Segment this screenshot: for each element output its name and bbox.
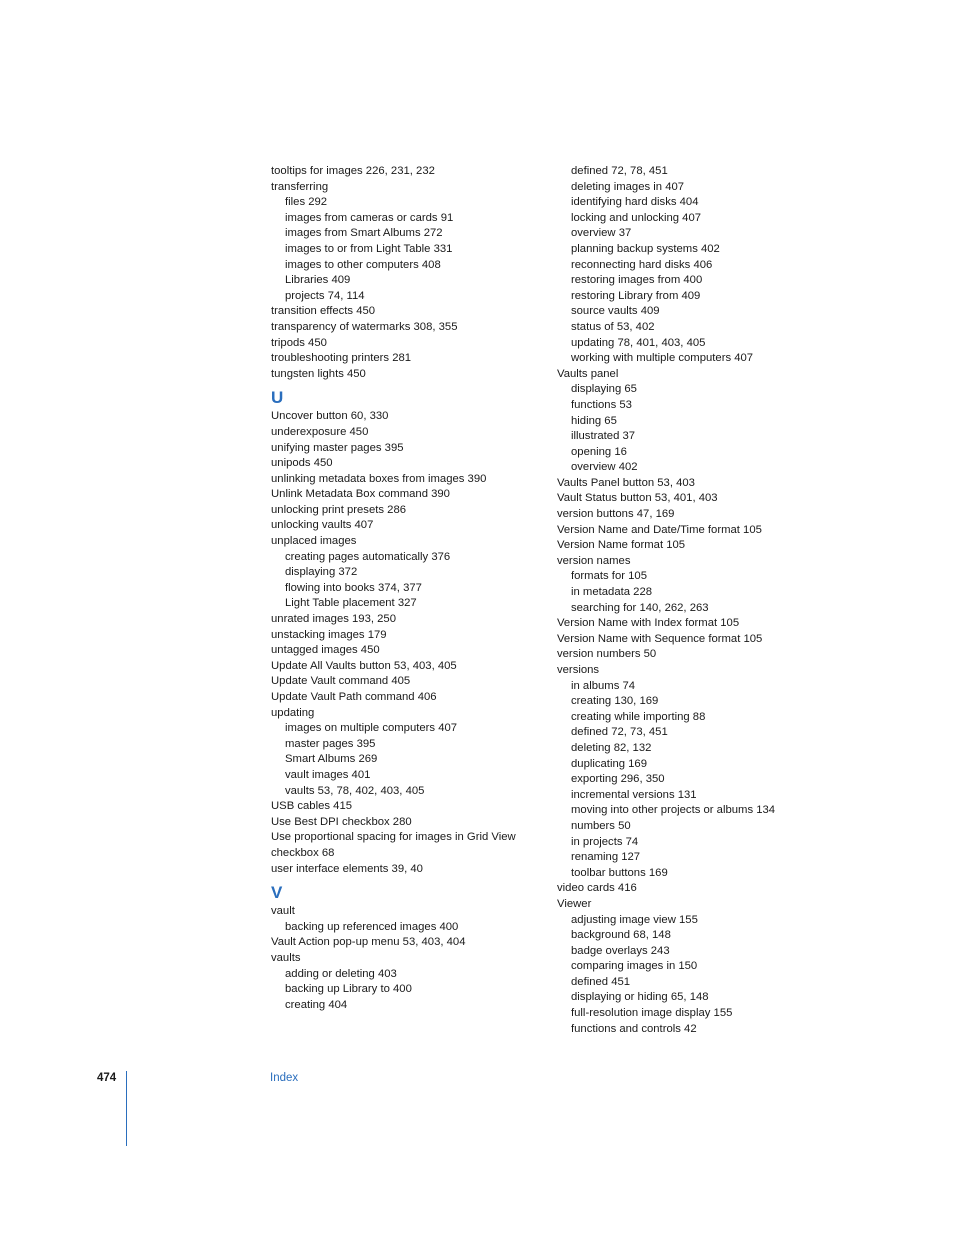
index-subentry: creating pages automatically 376 [285, 550, 451, 563]
index-subentry: duplicating 169 [571, 757, 648, 770]
index-entry: troubleshooting printers 281 [271, 352, 412, 365]
index-subentry: overview 37 [571, 227, 632, 240]
index-subentry: Light Table placement 327 [285, 597, 417, 610]
index-entry: Use Best DPI checkbox 280 [271, 815, 412, 828]
index-entry: unlocking vaults 407 [271, 519, 374, 532]
index-entry: unplaced images [271, 535, 357, 548]
index-entry: untagged images 450 [271, 644, 380, 657]
index-subentry: master pages 395 [285, 737, 376, 750]
page-number: 474 [97, 1072, 117, 1084]
index-subentry: in albums 74 [571, 679, 636, 692]
index-entry: updating [271, 706, 315, 719]
index-entry: vault [271, 905, 295, 918]
index-subentry: searching for 140, 262, 263 [571, 601, 709, 614]
footer-divider [126, 1071, 127, 1146]
index-entry: video cards 416 [557, 882, 637, 895]
index-subentry: displaying 372 [285, 566, 358, 579]
index-entry: Version Name with Index format 105 [557, 617, 740, 630]
index-column-right [557, 164, 827, 1037]
index-subentry: deleting 82, 132 [571, 741, 652, 754]
index-subentry: incremental versions 131 [571, 788, 697, 801]
index-subentry: locking and unlocking 407 [571, 211, 702, 224]
index-entry: unlocking print presets 286 [271, 503, 407, 516]
index-entry: Uncover button 60, 330 [271, 410, 389, 423]
index-subentry: renaming 127 [571, 851, 641, 864]
index-entry: unlinking metadata boxes from images 390 [271, 472, 487, 485]
index-subentry: working with multiple computers 407 [571, 352, 754, 365]
index-entry: underexposure 450 [271, 425, 369, 438]
index-subentry: defined 72, 78, 451 [571, 165, 668, 177]
index-entry: tungsten lights 450 [271, 367, 366, 380]
index-subentry: creating 404 [285, 998, 348, 1011]
index-entry: tripods 450 [271, 336, 327, 349]
index-subentry: functions and controls 42 [571, 1022, 697, 1035]
index-subentry: backing up Library to 400 [285, 983, 412, 996]
index-subentry: projects 74, 114 [285, 289, 365, 302]
index-subentry: background 68, 148 [571, 929, 671, 942]
index-entry: user interface elements 39, 40 [271, 862, 423, 875]
index-column-left [271, 164, 541, 1013]
index-letter-heading: V [271, 883, 283, 903]
index-subentry: formats for 105 [571, 570, 647, 583]
index-subentry: updating 78, 401, 403, 405 [571, 336, 706, 349]
index-entry: Update All Vaults button 53, 403, 405 [271, 659, 457, 672]
index-entry: unipods 450 [271, 457, 333, 470]
index-subentry: opening 16 [571, 445, 627, 458]
index-subentry: images to other computers 408 [285, 258, 441, 271]
index-entry: version numbers 50 [557, 648, 657, 661]
index-subentry: functions 53 [571, 398, 632, 411]
index-entry: checkbox 68 [271, 846, 335, 859]
index-subentry: source vaults 409 [571, 305, 660, 318]
index-subentry: restoring images from 400 [571, 274, 703, 287]
index-subentry: numbers 50 [571, 819, 631, 832]
index-entry: Vaults panel [557, 367, 619, 380]
index-subentry: flowing into books 374, 377 [285, 581, 422, 594]
index-entry: unifying master pages 395 [271, 441, 404, 454]
index-subentry: creating 130, 169 [571, 695, 659, 708]
index-entry: Viewer [557, 897, 592, 910]
index-entry: Vault Status button 53, 401, 403 [557, 492, 718, 505]
index-subentry: files 292 [285, 196, 328, 209]
index-subentry: hiding 65 [571, 414, 617, 427]
index-subentry: images on multiple computers 407 [285, 722, 458, 735]
index-subentry: reconnecting hard disks 406 [571, 258, 713, 271]
index-subentry: restoring Library from 409 [571, 289, 701, 302]
index-entry: USB cables 415 [271, 800, 353, 813]
index-entry: vaults [271, 951, 301, 964]
index-subentry: badge overlays 243 [571, 944, 670, 957]
index-subentry: illustrated 37 [571, 430, 636, 443]
index-subentry: adjusting image view 155 [571, 913, 698, 926]
index-entry: Update Vault Path command 406 [271, 691, 437, 703]
index-entry: transferring [271, 180, 329, 193]
index-subentry: moving into other projects or albums 134 [571, 804, 776, 817]
index-subentry: adding or deleting 403 [285, 967, 397, 980]
index-entry: transition effects 450 [271, 305, 376, 318]
index-entry: Version Name and Date/Time format 105 [557, 523, 762, 536]
index-subentry: toolbar buttons 169 [571, 866, 668, 879]
index-entry: Vault Action pop-up menu 53, 403, 404 [271, 936, 466, 949]
index-entry: tooltips for images 226, 231, 232 [271, 165, 435, 177]
index-subentry: images from Smart Albums 272 [285, 227, 443, 240]
index-subentry: in projects 74 [571, 835, 639, 848]
index-subentry: defined 72, 73, 451 [571, 726, 668, 739]
index-subentry: creating while importing 88 [571, 710, 706, 723]
index-entry: versions [557, 664, 600, 676]
index-entry: unrated images 193, 250 [271, 613, 396, 626]
index-entry: Unlink Metadata Box command 390 [271, 488, 450, 501]
section-name: Index [270, 1072, 299, 1084]
index-subentry: comparing images in 150 [571, 960, 698, 973]
index-subentry: images to or from Light Table 331 [285, 242, 453, 255]
index-subentry: vaults 53, 78, 402, 403, 405 [285, 784, 425, 797]
index-subentry: images from cameras or cards 91 [285, 211, 454, 224]
index-entry: version buttons 47, 169 [557, 508, 675, 521]
index-entry: Version Name with Sequence format 105 [557, 632, 763, 645]
index-subentry: Smart Albums 269 [285, 753, 378, 766]
index-subentry: deleting images in 407 [571, 180, 685, 193]
index-subentry: exporting 296, 350 [571, 773, 665, 786]
index-entry: version names [557, 554, 631, 567]
index-subentry: planning backup systems 402 [571, 242, 720, 255]
index-subentry: full-resolution image display 155 [571, 1007, 733, 1020]
index-entry: Version Name format 105 [557, 539, 686, 552]
index-subentry: displaying or hiding 65, 148 [571, 991, 709, 1004]
index-entry: Update Vault command 405 [271, 675, 411, 688]
index-subentry: defined 451 [571, 975, 631, 988]
index-subentry: identifying hard disks 404 [571, 196, 699, 209]
index-subentry: in metadata 228 [571, 586, 653, 599]
index-subentry: status of 53, 402 [571, 320, 655, 333]
index-entry: transparency of watermarks 308, 355 [271, 320, 458, 333]
index-subentry: backing up referenced images 400 [285, 920, 459, 933]
index-entry: Vaults Panel button 53, 403 [557, 476, 695, 489]
index-subentry: Libraries 409 [285, 274, 351, 287]
index-entry: unstacking images 179 [271, 628, 387, 641]
index-subentry: displaying 65 [571, 383, 637, 396]
index-subentry: overview 402 [571, 461, 638, 474]
index-letter-heading: U [271, 388, 284, 408]
index-entry: Use proportional spacing for images in Grid View [271, 831, 516, 844]
index-subentry: vault images 401 [285, 768, 371, 781]
